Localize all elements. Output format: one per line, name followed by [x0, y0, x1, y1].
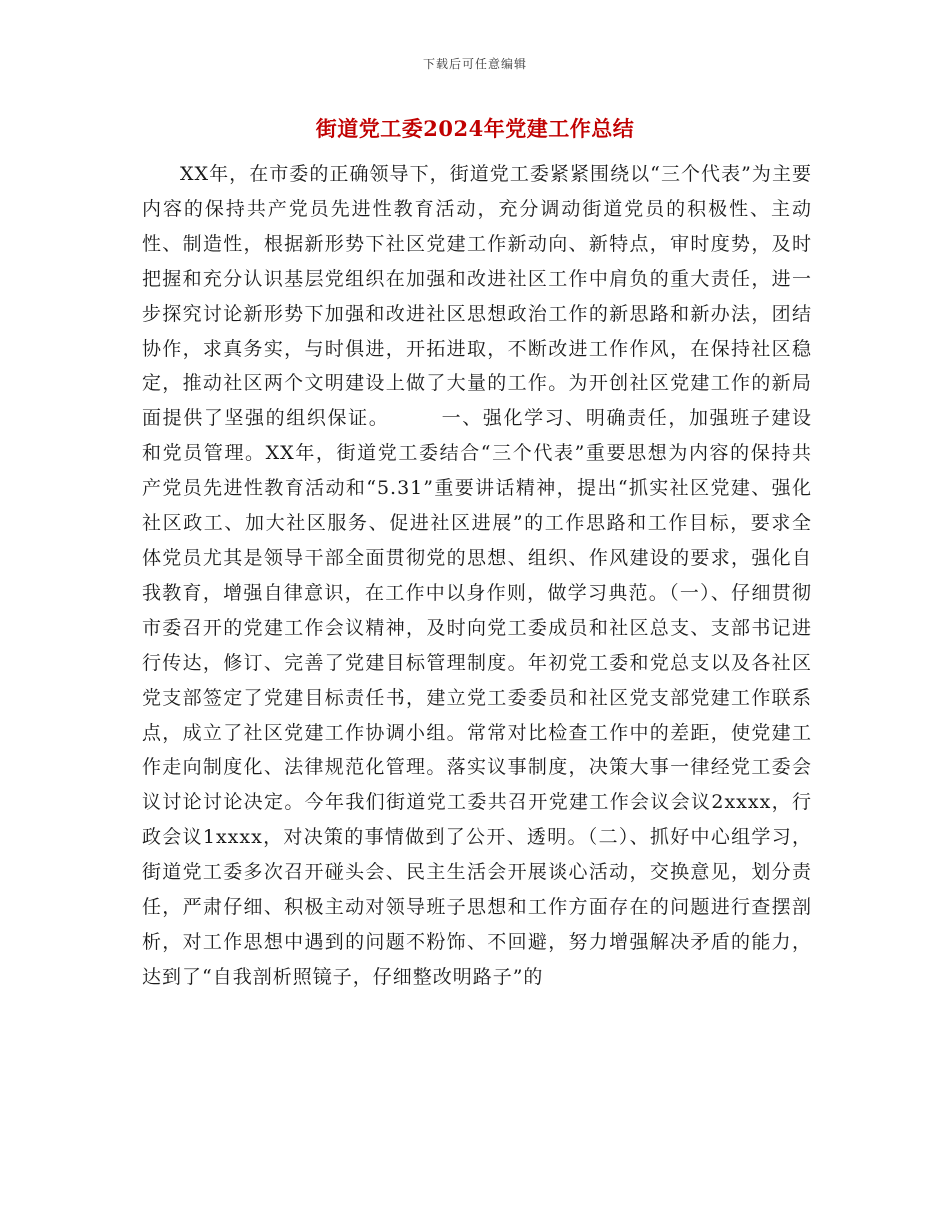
document-title: 街道党工委2024年党建工作总结 — [315, 116, 635, 141]
page-header-note: 下载后可任意编辑 — [422, 57, 527, 71]
document-body: XX年，在市委的正确领导下，街道党工委紧紧围绕以“三个代表”为主要内容的保持共产党员先进性教育活动，充分调动街道党员的积极性、主动性、制造性，根据新形势下社区党建工作新动向、新特点，审时度势，及时把握和充分认识基层党组织在加强和改进社区工作中肩负的重大责任，进一步探究讨论新形势下加强和改进社区思想政治工作的新思路和新办法，团结协作，求真务实，与时俱进，开拓进取，不断改进工作作风，在保持社区稳定，推动社区两个文明建设上做了大量的工作。为开创社区党建工作的新局面提供了坚强的组织保证。 一、强化学习、明确责任，加强班子建设和党员管理。XX年，街道党工委结合“三个代表”重要思想为内容的保持共产党员先进性教育活动和“5.31”重要讲话精神，提出“抓实社区党建、强化社区政工、加大社区服务、促进社区进展”的工作思路和工作目标，要求全体党员尤其是领导干部全面贯彻党的思想、组织、作风建设的要求，强化自我教育，增强自律意识，在工作中以身作则，做学习典范。（一）、仔细贯彻市委召开的党建工作会议精神，及时向党工委成员和社区总支、支部书记进行传达，修订、完善了党建目标管理制度。年初党工委和党总支以及各社区党支部签定了党建目标责任书，建立党工委委员和社区党支部党建工作联系点，成立了社区党建工作协调小组。常常对比检查工作中的差距，使党建工作走向制度化、法律规范化管理。落实议事制度，决策大事一律经党工委会议讨论讨论决定。今年我们街道党工委共召开党建工作会议会议2xxxx，行政会议1xxxx，对决策的事情做到了公开、透明。（二）、抓好中心组学习，街道党工委多次召开碰头会、民主生活会开展谈心活动，交换意见，划分责任，严肃仔细、积极主动对领导班子思想和工作方面存在的问题进行查摆剖析，对工作思想中遇到的问题不粉饰、不回避，努力增强解决矛盾的能力，达到了“自我剖析照镜子，仔细整改明路子”的 — [142, 163, 812, 988]
